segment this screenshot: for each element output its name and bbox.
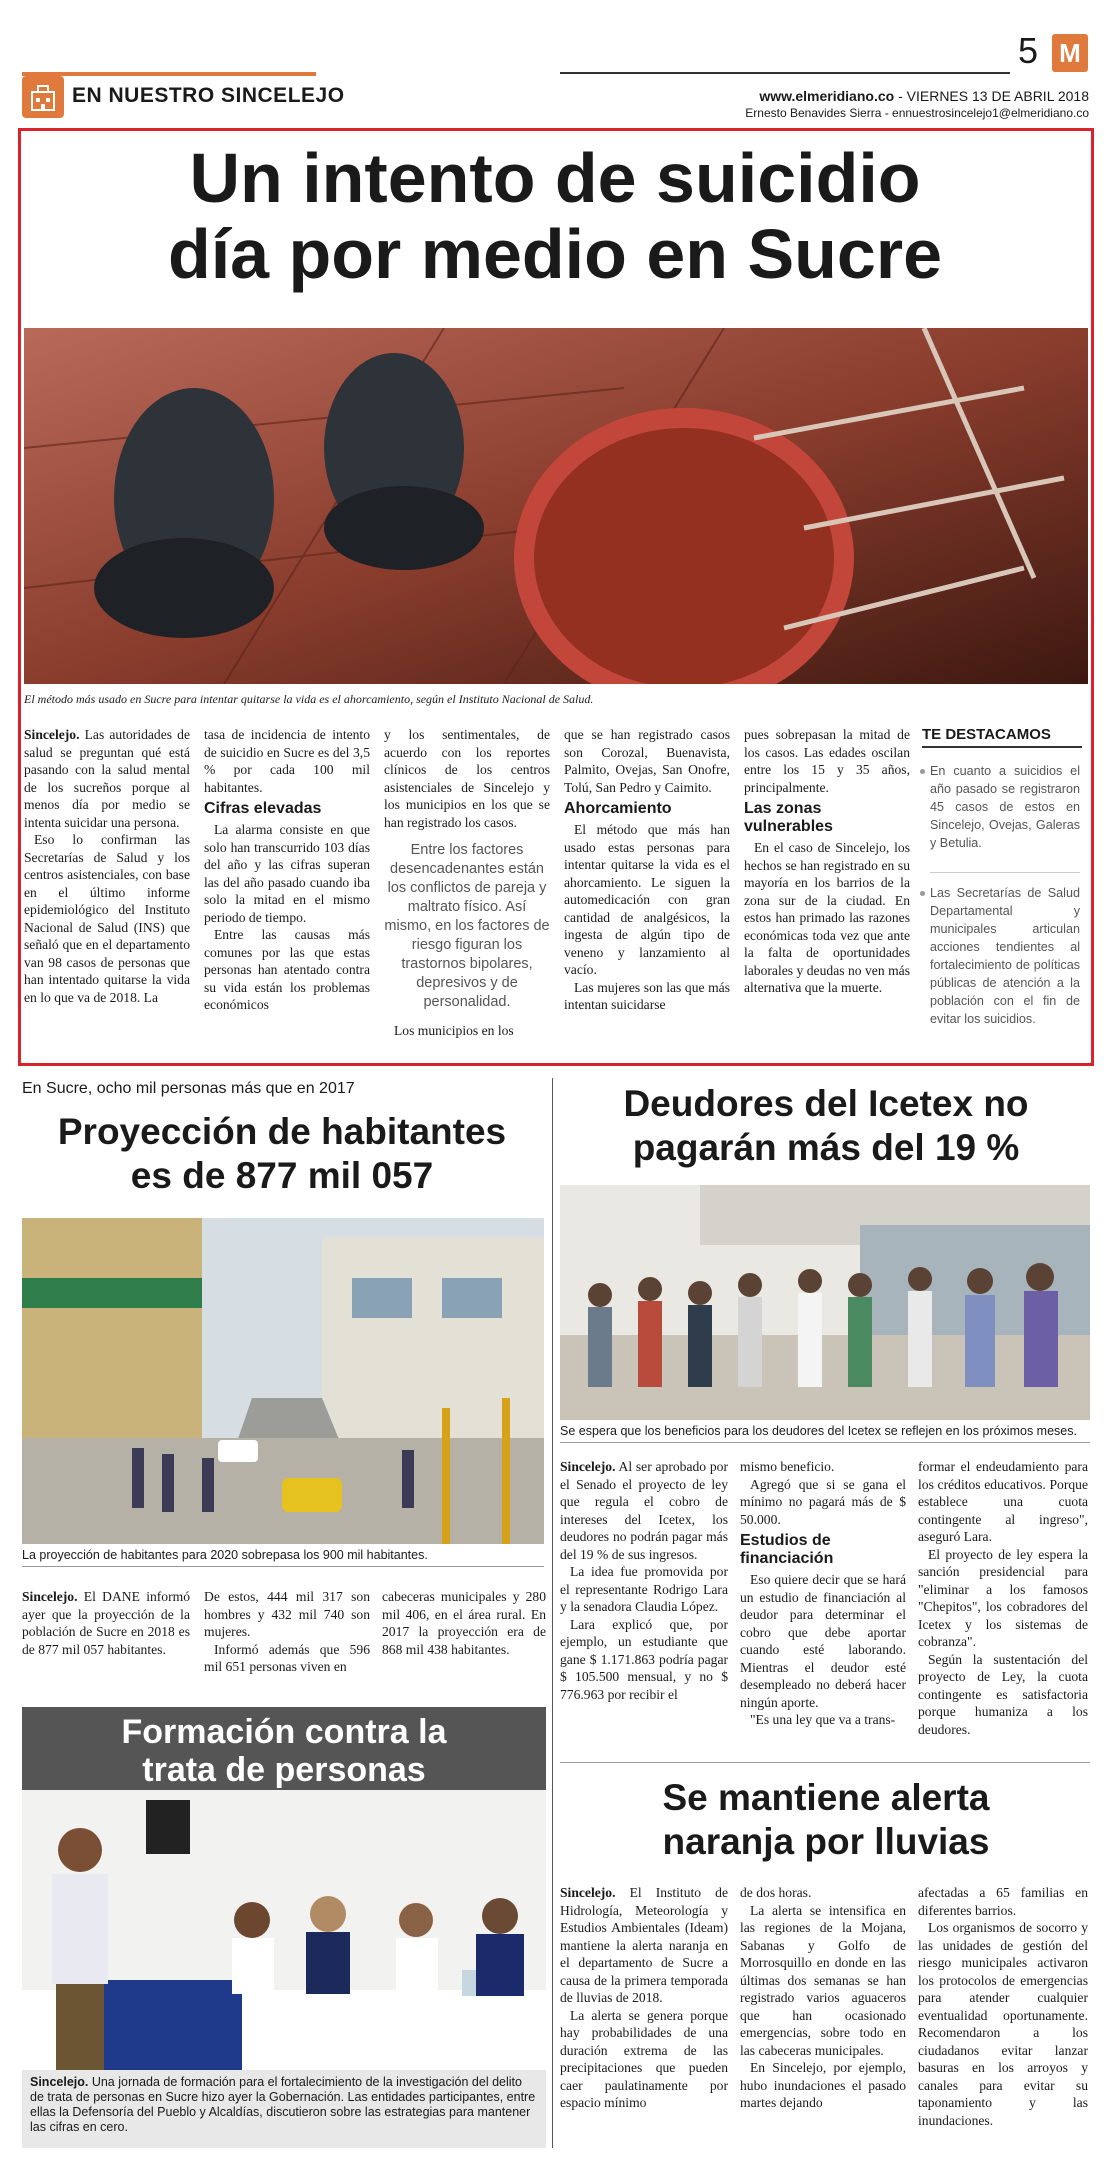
proyeccion-column-2: De estos, 444 mil 317 son hombres y 432 mil 740 son mujeres. Informó además que 596 mil 651 personas viven en [204,1589,370,1674]
lead-photo [24,328,1088,684]
lead-column-1 [24,726,190,1006]
stool-and-shoes-illustration [24,328,1088,684]
street-scene-illustration [22,1218,544,1544]
lead-col4-p1: que se han registrado casos son Corozal, Buenavista, Palmito, Ovejas, San Onofre, Tolú, San Pedro y Caimito. [564,727,730,795]
lead-subhead-zonas: Las zonas vulnerables [744,800,833,835]
caption-rule [22,1566,544,1567]
brand-logo: M [1052,34,1088,72]
bank-photo-caption: Se espera que los beneficios para los deudores del Icetex se reflejen en los próximos meses. [560,1424,1077,1438]
lead-subhead-cifras: Cifras elevadas [204,800,322,817]
issue-date: VIERNES 13 DE ABRIL 2018 [906,88,1089,104]
lead-pull-quote: Entre los factores desencadenantes están los conflictos de pareja y maltrato físico. Así mismo, en los factores de riesgo figuran los trastornos bipolares, depresivos y de personalidad. [384,842,550,1010]
highlights-rule [922,746,1082,748]
lead-column-2 [204,726,370,1014]
proyeccion-kicker: En Sucre, ocho mil personas más que en 2017 [22,1080,355,1097]
lead-subhead-ahorcamiento: Ahorcamiento [564,800,672,817]
caption-rule [560,1442,1090,1443]
lead-photo-caption: El método más usado en Sucre para intentar quitarse la vida es el ahorcamiento, según el Instituto Nacional de Salud. [24,692,594,706]
proyeccion-column-3: cabeceras municipales y 280 mil 406, en el área rural. En 2017 la proyección era de 868 mil 438 habitantes. [382,1589,546,1657]
bank-photo [560,1185,1090,1420]
lead-col5-p2: En el caso de Sincelejo, los hechos se han registrado en su mayoría en los barrios de la zona sur de la ciudad. En estos han primado las razones económicas toda vez que ante la falta de oportunidades laborales y deudas no ven más alternativa que la muerte. [744,840,910,995]
bullet-icon [920,891,925,896]
lead-col3-p2: Los municipios en los [394,1023,514,1038]
lead-headline-line2: día por medio en Sucre [167,215,943,293]
bullet-icon [920,769,925,774]
lluvias-column-1: Sincelejo. El Instituto de Hidrología, Meteorología y Estudios Ambientales (Ideam) mantiene la alerta naranja en el departamento de Sucre a causa de la primera temporada de lluvias de 2018. La alerta se genera porque hay probabilidades de una duración extrema de las precipitaciones que pueden caer paulatinamente por espacio mínimo [560,1885,728,2110]
street-photo [22,1218,544,1544]
lead-col2-p1: tasa de incidencia de intento de suicidio en Sucre es del 3,5 % por cada 100 mil habitantes. [204,727,370,795]
lluvias-column-2: de dos horas. La alerta se intensifica en las regiones de la Mojana, Sabanas y Golfo de Morrosquillo en donde en las últimas dos semanas se han registrado varios aguaceros que han ocasionado emergencias, sobre todo en las cabeceras municipales. En Sincelejo, por ejemplo, hubo inundaciones el pasado martes dejando [740,1885,906,2110]
bank-queue-illustration [560,1185,1090,1420]
lead-headline-line1: Un intento de suicidio [189,139,921,217]
proyeccion-headline: Proyección de habitantes es de 877 mil 057 [57,1111,507,1196]
highlight-item-1: En cuanto a suicidios el año pasado se registraron 45 casos de estos en Sincelejo, Ovejas, Galeras y Betulia. [930,762,1080,852]
highlights-divider [930,872,1080,873]
trata-photo-caption: Sincelejo. Una jornada de formación para el fortalecimiento de la investigación del delito de trata de personas en Sucre hizo ayer la Gobernación. Las entidades participantes, entre ellas la Defensoría del Pueblo y Alcaldías, discutieron sobre las estrategias para mantener las cifras en cero. [22,2070,546,2148]
section-label: EN NUESTRO SINCELEJO [72,84,345,107]
lead-column-3 [384,726,550,1040]
highlight-item-2: Las Secretarías de Salud Departamental y municipales articulan acciones tendientes al fortalecimiento de políticas públicas de atención a la población con el fin de evitar los suicidios. [930,884,1080,1028]
trata-headline-banner: Formación contra la trata de personas [22,1707,546,1791]
lluvias-headline: Se mantiene alerta naranja por lluvias [662,1777,990,1862]
icetex-column-1: Sincelejo. Al ser aprobado por el Senado el proyecto de ley que regula el cobro de intereses del Icetex, los deudores no podrán pagar más del 19 % de sus ingresos. La idea fue promovida por el representante Rodrigo Lara y la senadora Claudia López. Lara explicó que, por ejemplo, un estudiante que gane $ 1.171.863 podría pagar $ 105.500 mensual, y no $ 776.963 por recibir el [560,1459,728,1702]
section-accent-bar [22,72,316,76]
lead-headline [40,140,1070,292]
header-dateline: www.elmeridiano.co - VIERNES 13 DE ABRIL 2018 [759,88,1089,104]
lluvias-column-3: afectadas a 65 familias en diferentes barrios. Los organismos de socorro y las unidades de gestión del riesgo municipales activaron los protocolos de emergencias para atender cualquier eventualidad oportunamente. Recomendaron a los ciudadanos evitar lanzar basuras en los arroyos y canales para evitar su taponamiento y las inundaciones. [918,1885,1088,2128]
lead-col2-p2: La alarma consiste en que solo han transcurrido 103 días del año y las cifras superan las del año pasado cuando iba solo la mitad en el mismo periodo de tiempo. [204,822,370,925]
proyeccion-column-1: Sincelejo. El DANE informó ayer que la proyección de la población de Sucre en 2018 es de 877 mil 057 habitantes. [22,1589,190,1657]
lead-col3-p1: y los sentimentales, de acuerdo con los reportes clínicos de los centros asistenciales de Sincelejo y los municipios en los que se han registrado los casos. [384,727,550,830]
editor-line: Ernesto Benavides Sierra - ennuestrosincelejo1@elmeridiano.co [745,106,1089,120]
column-divider [552,1078,553,2148]
page-number: 5 [1018,30,1039,71]
lead-column-4 [564,726,730,1014]
workshop-scene-illustration [22,1790,546,2070]
trata-photo [22,1790,546,2070]
section-rule [560,1762,1090,1763]
lead-col5-p1: pues sobrepasan la mitad de los casos. Las edades oscilan entre los 15 y 35 años, principalmente. [744,727,910,795]
building-icon [22,76,64,118]
highlights-title: TE DESTACAMOS [922,726,1051,743]
icetex-subhead-estudios: Estudios de financiación [740,1532,834,1567]
lead-col4-p2: El método que más han usado estas personas para intentar quitarse la vida es el ahorcamiento. Le siguen la automedicación con gran cantidad de analgésicos, la ingesta de algún tipo de veneno y lanzamiento al vacío. [564,822,730,977]
street-photo-caption: La proyección de habitantes para 2020 sobrepasa los 900 mil habitantes. [22,1548,428,1562]
icetex-column-2: mismo beneficio. Agregó que si se gana el mínimo no pagará más de $ 50.000. Estudios de financiación Eso quiere decir que se hará un estudio de financiación al deudor para determinar el cobro que debe aportar cuando esté laborando. Mientras el deudor esté desempleado no deberá hacer ningún aporte. "Es una ley que va a trans- [740,1459,906,1727]
icetex-headline: Deudores del Icetex no pagarán más del 19 % [623,1083,1029,1168]
lead-col1-p2: Eso lo confirman las Secretarías de Salud y los centros asistenciales, con base en el último informe epidemiológico del Instituto Nacional de Salud (INS) que señaló que en el departamento van 98 casos de personas que han intentado quitarse la vida en lo que va de 2018. La [24,832,190,1005]
lead-col4-p3: Las mujeres son las que más intentan suicidarse [564,979,730,1012]
lead-col2-p3: Entre las causas más comunes por las que estas personas han atentado contra su vida están los problemas económicos [204,927,370,1012]
header-rule [560,72,1010,74]
lead-column-5 [744,726,910,997]
website-link[interactable]: www.elmeridiano.co [759,88,895,104]
lead-col1-p1: Sincelejo. Las autoridades de salud se preguntan qué está pasando con la salud mental de los sucreños porque al menos día por medio se intenta suicidar una persona. [24,727,190,830]
icetex-column-3: formar el endeudamiento para los créditos educativos. Porque establece una cuota contingente al ingreso", aseguró Lara. El proyecto de ley espera la sanción presidencial para "eliminar a los famosos "Chepitos", los cobradores del Icetex y los sistemas de cobranza". Según la sustentación del proyecto de Ley, la cuota contingente es satisfactoria porque humaniza a los deudores. [918,1459,1088,1737]
